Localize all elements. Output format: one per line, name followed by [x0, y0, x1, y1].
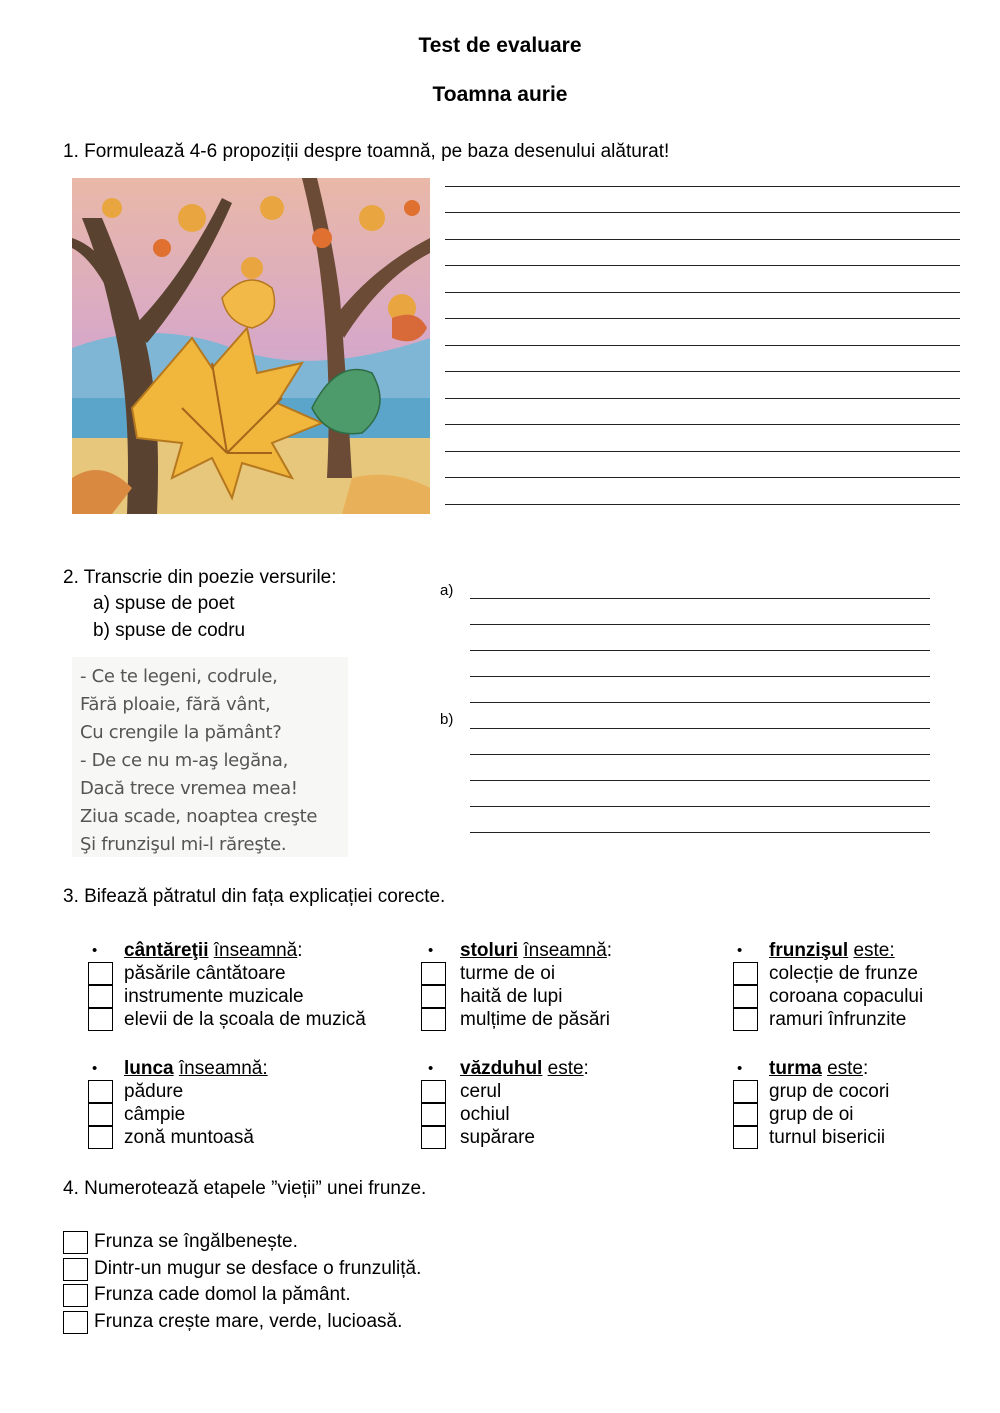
answer-line[interactable] [445, 345, 960, 346]
answer-line-b[interactable] [470, 780, 930, 781]
vocab-verb: înseamnă [213, 940, 298, 961]
bullet-icon: • [737, 1060, 743, 1077]
number-box[interactable] [63, 1311, 88, 1334]
question-2: 2. Transcrie din poezie versurile: [63, 567, 337, 588]
checkbox[interactable] [733, 1008, 758, 1031]
checkbox[interactable] [88, 1103, 113, 1126]
vocab-question [460, 1058, 589, 1080]
vocab-verb: este [827, 1058, 863, 1079]
vocab-verb: este [547, 1058, 584, 1079]
page-subtitle: Toamna aurie [432, 83, 568, 106]
checkbox[interactable] [421, 1103, 446, 1126]
option-label: supărare [460, 1127, 535, 1148]
option-label: ramuri înfrunzite [769, 1009, 907, 1030]
answer-line-a[interactable] [470, 650, 930, 651]
answer-label-a: a) [440, 582, 454, 599]
leaf-stage-item: Dintr-un mugur se desface o frunzuliță. [94, 1258, 422, 1279]
checkbox[interactable] [88, 985, 113, 1008]
checkbox[interactable] [88, 1008, 113, 1031]
answer-line[interactable] [445, 398, 960, 399]
answer-line[interactable] [445, 318, 960, 319]
vocab-colon: : [583, 1058, 589, 1079]
answer-line-b[interactable] [470, 806, 930, 807]
vocab-question [769, 940, 895, 962]
vocab-verb: înseamnă: [178, 1058, 268, 1079]
answer-line-b[interactable] [470, 728, 930, 729]
checkbox[interactable] [421, 1080, 446, 1103]
poem-line: Fără ploaie, fără vânt, [80, 694, 271, 715]
question-1: 1. Formulează 4-6 propoziții despre toamnă, pe baza desenului alăturat! [63, 141, 670, 162]
bullet-icon: • [428, 942, 434, 959]
question-2-option-b: b) spuse de codru [93, 620, 246, 641]
vocab-question [769, 1058, 868, 1080]
checkbox[interactable] [88, 1126, 113, 1149]
poem-line: Ziua scade, noaptea creşte [80, 806, 318, 827]
answer-line-a[interactable] [470, 676, 930, 677]
poem-line: Dacă trece vremea mea! [80, 778, 298, 799]
checkbox[interactable] [733, 962, 758, 985]
question-2-option-a: a) spuse de poet [93, 593, 235, 614]
checkbox[interactable] [88, 1080, 113, 1103]
answer-line[interactable] [445, 186, 960, 187]
option-label: colecție de frunze [769, 963, 918, 984]
answer-line[interactable] [445, 371, 960, 372]
vocab-colon: : [297, 940, 303, 961]
answer-line[interactable] [445, 424, 960, 425]
vocab-question [124, 940, 303, 962]
number-box[interactable] [63, 1284, 88, 1307]
vocab-word: stoluri [460, 940, 519, 961]
option-label: mulțime de păsări [460, 1009, 610, 1030]
option-label: ochiul [460, 1104, 510, 1125]
question-3: 3. Bifează pătratul din fața explicației corecte. [63, 886, 446, 907]
number-box[interactable] [63, 1258, 88, 1281]
option-label: instrumente muzicale [124, 986, 304, 1007]
answer-line-a[interactable] [470, 598, 930, 599]
answer-line[interactable] [445, 265, 960, 266]
option-label: câmpie [124, 1104, 186, 1125]
leaf-stage-item: Frunza cade domol la pământ. [94, 1284, 351, 1305]
answer-line[interactable] [445, 292, 960, 293]
option-label: turme de oi [460, 963, 556, 984]
poem-line: Şi frunzişul mi-l răreşte. [80, 834, 287, 855]
vocab-verb: înseamnă [523, 940, 607, 961]
poem-line: - De ce nu m-aş legăna, [80, 750, 289, 771]
answer-line[interactable] [445, 239, 960, 240]
checkbox[interactable] [733, 1080, 758, 1103]
option-label: coroana copacului [769, 986, 924, 1007]
poem-line: - Ce te legeni, codrule, [80, 666, 278, 687]
answer-line-a[interactable] [470, 624, 930, 625]
vocab-colon: : [863, 1058, 869, 1079]
vocab-word: văzduhul [460, 1058, 543, 1079]
bullet-icon: • [737, 942, 743, 959]
option-label: haită de lupi [460, 986, 563, 1007]
poem-line: Cu crengile la pământ? [80, 722, 282, 743]
checkbox[interactable] [733, 985, 758, 1008]
option-label: cerul [460, 1081, 502, 1102]
option-label: elevii de la școala de muzică [124, 1009, 366, 1030]
checkbox[interactable] [421, 1126, 446, 1149]
bullet-icon: • [92, 1060, 98, 1077]
question-4: 4. Numerotează etapele ”vieții” unei frunze. [63, 1178, 427, 1199]
answer-line-b[interactable] [470, 754, 930, 755]
checkbox[interactable] [733, 1103, 758, 1126]
page-title: Test de evaluare [418, 34, 582, 57]
checkbox[interactable] [421, 985, 446, 1008]
vocab-verb: este: [853, 940, 895, 961]
vocab-word: cântăreţii [124, 940, 209, 961]
vocab-word: turma [769, 1058, 822, 1079]
answer-line[interactable] [445, 451, 960, 452]
answer-label-b: b) [440, 711, 454, 728]
option-label: pădure [124, 1081, 184, 1102]
answer-line-b[interactable] [470, 832, 930, 833]
bullet-icon: • [92, 942, 98, 959]
answer-line[interactable] [445, 504, 960, 505]
leaf-stage-item: Frunza crește mare, verde, lucioasă. [94, 1311, 403, 1332]
option-label: zonă muntoasă [124, 1127, 254, 1148]
option-label: turnul bisericii [769, 1127, 886, 1148]
vocab-colon: : [606, 940, 613, 961]
checkbox[interactable] [421, 962, 446, 985]
answer-line-a[interactable] [470, 702, 930, 703]
vocab-question [124, 1058, 268, 1080]
answer-line[interactable] [445, 477, 960, 478]
checkbox[interactable] [421, 1008, 446, 1031]
number-box[interactable] [63, 1231, 88, 1254]
leaf-stage-item: Frunza se îngălbenește. [94, 1231, 298, 1252]
vocab-word: lunca [124, 1058, 174, 1079]
option-label: grup de oi [769, 1104, 854, 1125]
option-label: grup de cocori [769, 1081, 890, 1102]
checkbox[interactable] [88, 962, 113, 985]
vocab-question [460, 940, 612, 962]
checkbox[interactable] [733, 1126, 758, 1149]
autumn-leaves-painting-icon [72, 178, 430, 514]
poem-excerpt [72, 657, 348, 857]
vocab-word: frunzişul [769, 940, 849, 961]
option-label: păsările cântătoare [124, 963, 286, 984]
bullet-icon: • [428, 1060, 434, 1077]
answer-line[interactable] [445, 212, 960, 213]
